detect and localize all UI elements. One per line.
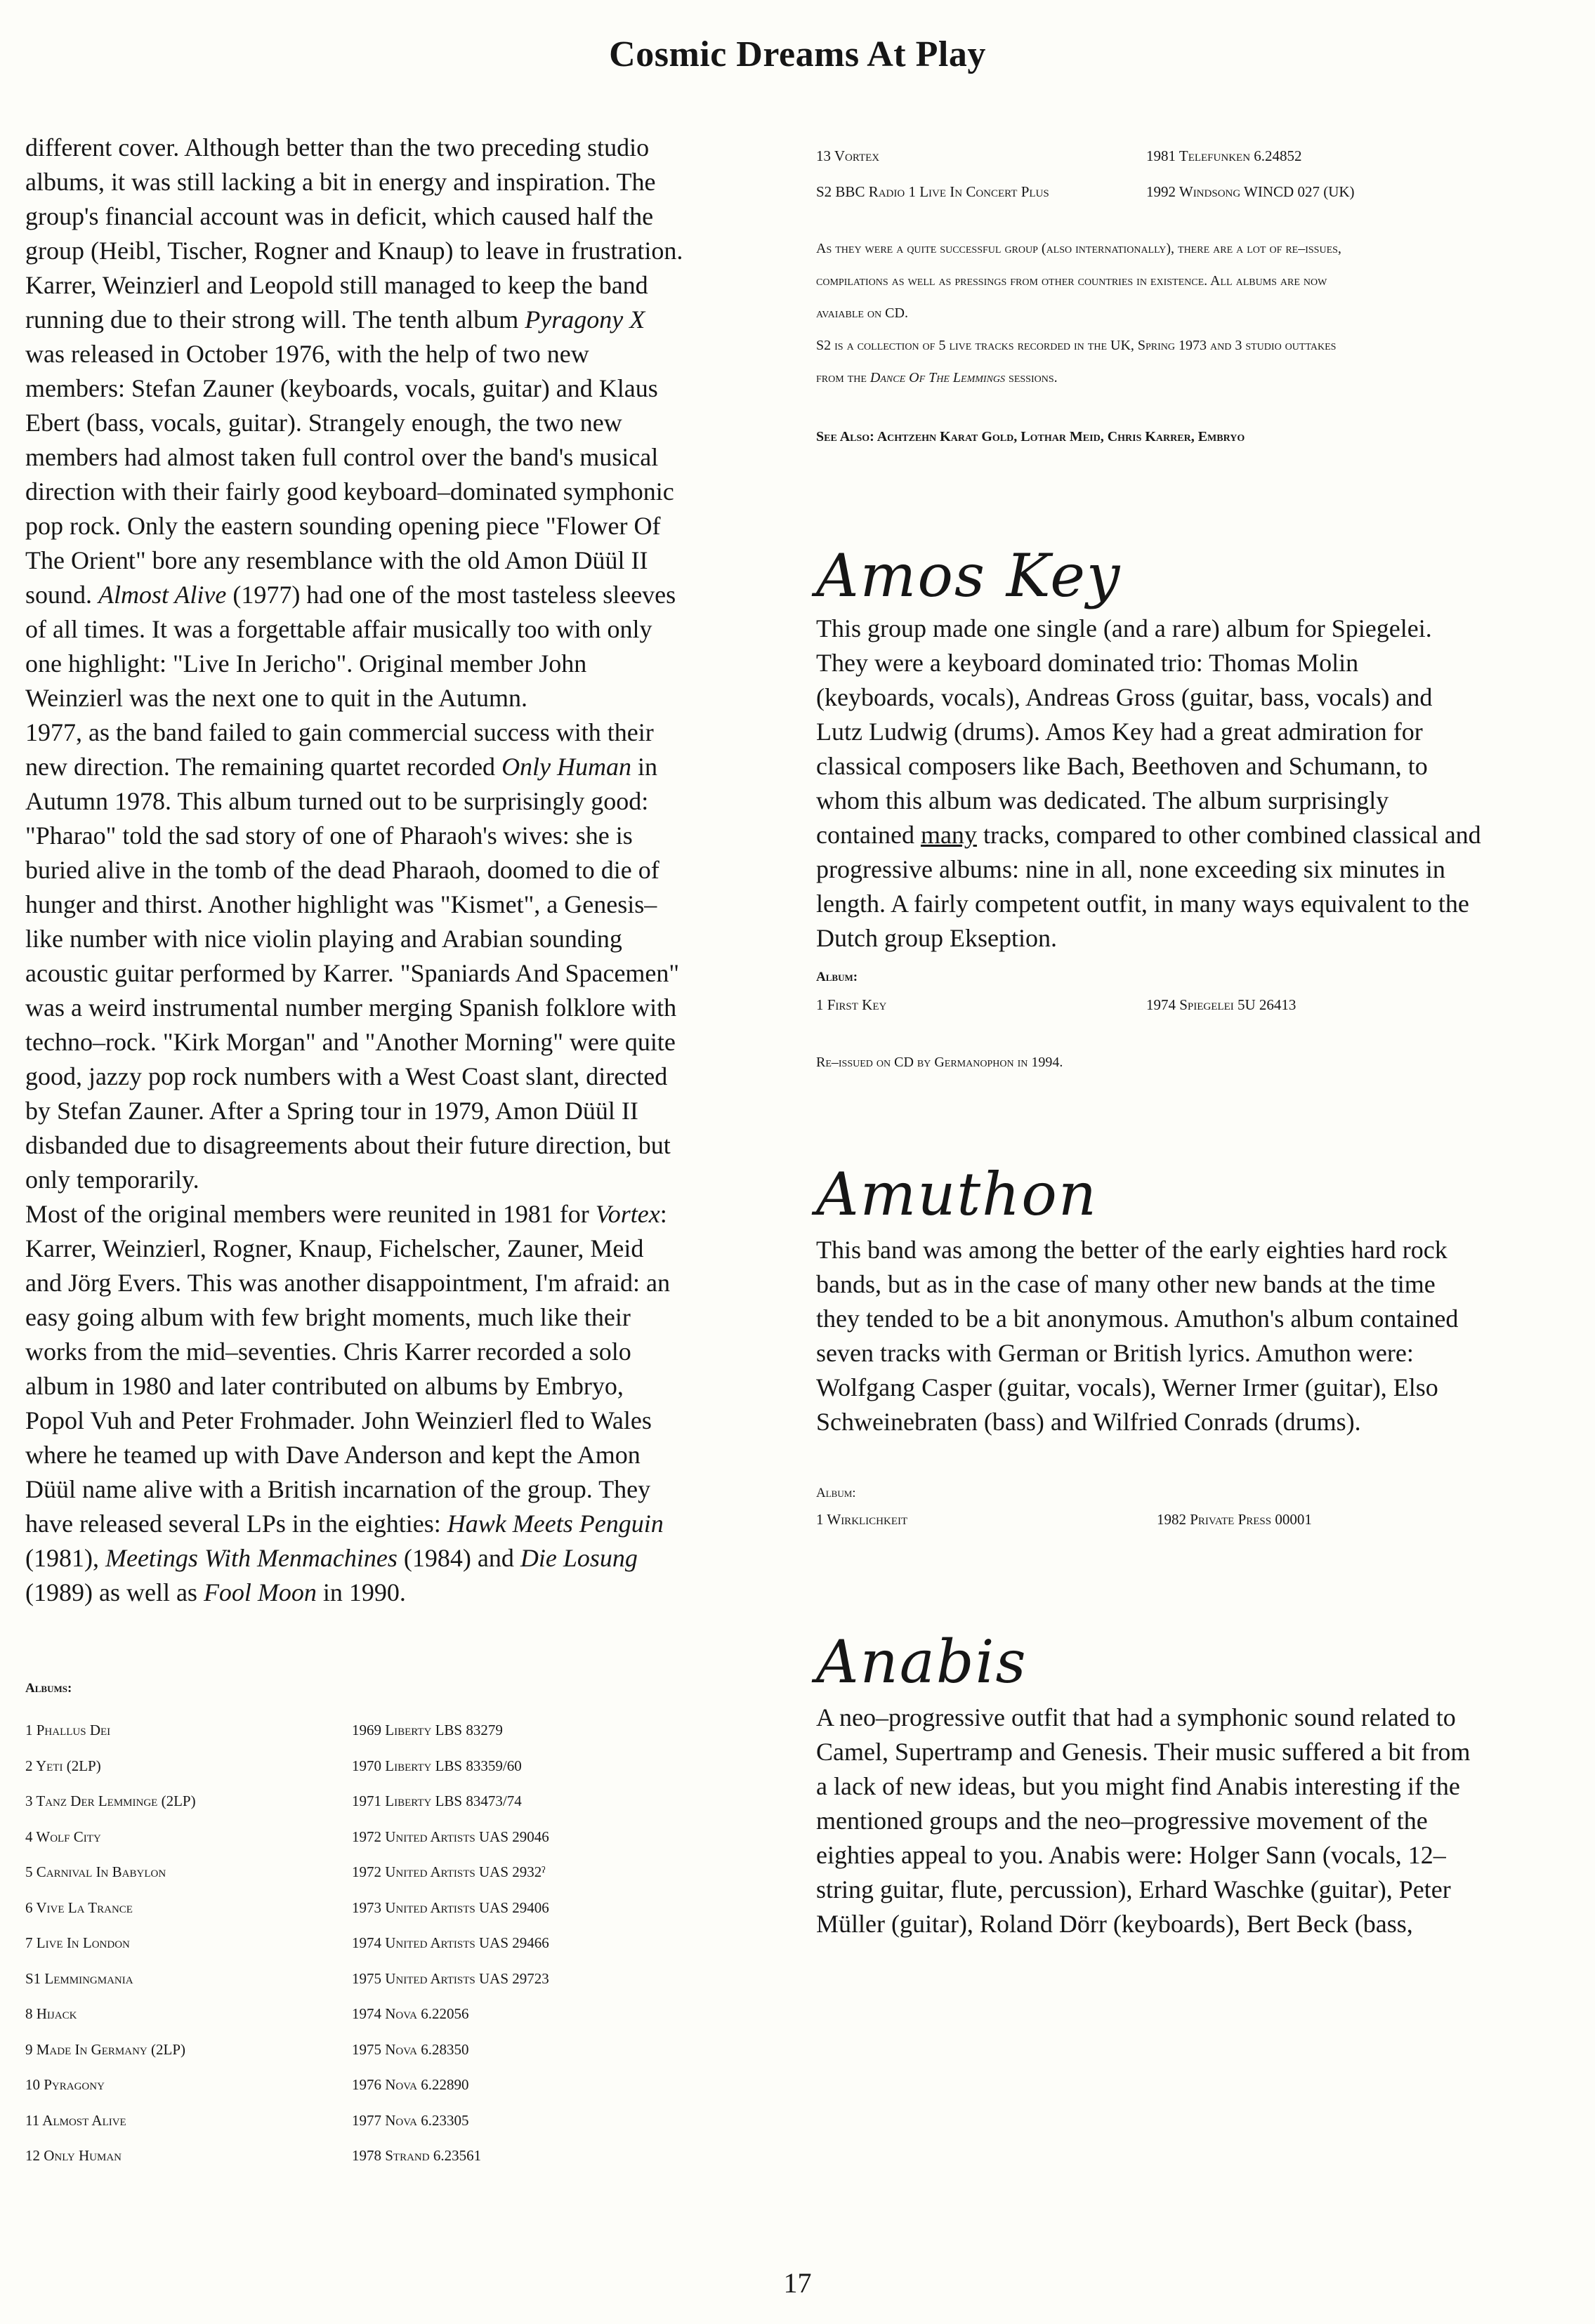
album-release-info: 1972 United Artists UAS 29046 (352, 1828, 549, 1845)
album-row (25, 1863, 549, 1899)
text-line: they tended to be a bit anonymous. Amuthon's album contained (816, 1304, 1459, 1333)
text-line: length. A fairly competent outfit, in many ways equivalent to the (816, 890, 1469, 918)
text-line: different cover. Although better than the two preceding studio (25, 133, 650, 161)
album-title: S2 BBC Radio 1 Live In Concert Plus (816, 183, 1049, 200)
anabis-text (816, 1701, 1569, 1941)
text-line: one highlight: "Live In Jericho". Original member John (25, 649, 587, 678)
text-line: direction with their fairly good keyboard–dominated symphonic (25, 477, 674, 506)
text-line: sound. Almost Alive (1977) had one of the most tasteless sleeves (25, 581, 676, 609)
album-title-ref: Meetings With Menmachines (105, 1544, 398, 1572)
album-row (816, 183, 1355, 219)
albums-table-continued (816, 147, 1355, 218)
text-line: techno–rock. "Kirk Morgan" and "Another Morning" were quite (25, 1028, 676, 1056)
album-row (25, 2041, 549, 2077)
text-line: Camel, Supertramp and Genesis. Their music suffered a bit from (816, 1738, 1471, 1766)
albums-header: Albums: (25, 1681, 72, 1696)
album-release-info: 1977 Nova 6.23305 (352, 2111, 469, 2129)
album-row: 1 First Key 1974 Spiegelei 5U 26413 (816, 996, 1297, 1013)
text-line: (1989) as well as Fool Moon in 1990. (25, 1578, 406, 1606)
text-line: works from the mid–seventies. Chris Karrer recorded a solo (25, 1338, 631, 1366)
text-line: 1977, as the band failed to gain commercial success with their (25, 718, 654, 746)
text-line: Müller (guitar), Roland Dörr (keyboards), Bert Beck (bass, (816, 1910, 1413, 1938)
text-line: like number with nice violin playing and Arabian sounding (25, 925, 622, 953)
text-line: group's financial account was in deficit, which caused half the (25, 202, 654, 230)
note-line: compilations as well as pressings from other countries in existence. All albums are now (816, 273, 1327, 289)
album-row (25, 2147, 549, 2183)
text-line: only temporarily. (25, 1166, 199, 1194)
text-line: running due to their strong will. The tenth album Pyragony X (25, 305, 645, 334)
text-line: by Stefan Zauner. After a Spring tour in 1979, Amon Düül II (25, 1097, 638, 1125)
album-row (25, 1757, 549, 1793)
text-line: hunger and thirst. Another highlight was "Kismet", a Genesis– (25, 890, 657, 918)
right-column (816, 147, 1569, 1941)
text-line: contained many tracks, compared to other combined classical and (816, 821, 1481, 849)
album-title: 9 Made In Germany (2LP) (25, 2040, 185, 2058)
album-title: 3 Tanz Der Lemminge (2LP) (25, 1792, 196, 1809)
text-line: Wolfgang Casper (guitar, vocals), Werner Irmer (guitar), Elso (816, 1373, 1438, 1401)
note-line: from the Dance Of The Lemmings sessions. (816, 370, 1058, 385)
album-row (25, 1722, 549, 1757)
text-line: was a weird instrumental number merging Spanish folklore with (25, 993, 677, 1022)
album-release-info: 1978 Strand 6.23561 (352, 2147, 482, 2164)
see-also: See Also: Achtzehn Karat Gold, Lothar Meid, Chris Karrer, Embryo (816, 429, 1245, 444)
album-release-info: 1972 United Artists UAS 2932ˀ (352, 1863, 546, 1880)
text-line: Lutz Ludwig (drums). Amos Key had a great admiration for (816, 718, 1423, 746)
album-row (25, 2112, 549, 2148)
album-title-ref: Almost Alive (98, 581, 227, 609)
album-title-ref: Vortex (595, 1200, 660, 1228)
album-title: S1 Lemmingmania (25, 1969, 133, 1987)
note-line: S2 is a collection of 5 live tracks recorded in the UK, Spring 1973 and 3 studio outtakes (816, 338, 1337, 353)
text-line: easy going album with few bright moments, much like their (25, 1303, 631, 1331)
amos-key-entry (816, 541, 1569, 1078)
text-line: classical composers like Bach, Beethoven and Schumann, to (816, 752, 1428, 780)
note-line: As they were a quite successful group (also internationally), there are a lot of re–issues, (816, 241, 1341, 256)
anabis-entry (816, 1630, 1569, 1941)
text-line: was released in October 1976, with the help of two new (25, 340, 589, 368)
text-line: "Pharao" told the sad story of one of Pharaoh's wives: she is (25, 821, 633, 850)
text-line: Autumn 1978. This album turned out to be surprisingly good: (25, 787, 649, 815)
text-line: where he teamed up with Dave Anderson and kept the Amon (25, 1441, 641, 1469)
album-release-info: 1974 Nova 6.22056 (352, 2005, 469, 2022)
text-line: A neo–progressive outfit that had a symphonic sound related to (816, 1703, 1456, 1731)
text-line: seven tracks with German or British lyrics. Amuthon were: (816, 1338, 1414, 1367)
text-line: whom this album was dedicated. The album surprisingly (816, 786, 1389, 814)
text-line: good, jazzy pop rock numbers with a West Coast slant, directed (25, 1062, 668, 1090)
left-column (25, 131, 784, 1610)
album-row (25, 1828, 549, 1864)
amuthon-entry (816, 1159, 1569, 1547)
text-line: This band was among the better of the early eighties hard rock (816, 1235, 1448, 1264)
reissue-note: Re–issued on CD by Germanophon in 1994. (816, 1054, 1063, 1070)
band-name-amos-key: Amos Key (816, 541, 1122, 610)
amuthon-text (816, 1233, 1569, 1439)
text-line: Weinzierl was the next one to quit in the Autumn. (25, 684, 527, 712)
album-title: 2 Yeti (2LP) (25, 1757, 101, 1774)
album-release-info: 1969 Liberty LBS 83279 (352, 1722, 503, 1738)
text-line: bands, but as in the case of many other new bands at the time (816, 1269, 1436, 1298)
album-row (25, 1792, 549, 1828)
text-line: members: Stefan Zauner (keyboards, vocals, guitar) and Klaus (25, 374, 658, 402)
album-release-info: 1992 Windsong WINCD 027 (UK) (1146, 183, 1355, 200)
text-line: pop rock. Only the eastern sounding opening piece "Flower Of (25, 512, 661, 540)
album-title: 11 Almost Alive (25, 2111, 126, 2129)
page-number: 17 (783, 2267, 812, 2299)
band-name-amuthon: Amuthon (816, 1159, 1098, 1229)
album-title-ref: Pyragony X (525, 305, 645, 334)
text-line: have released several LPs in the eighties: Hawk Meets Penguin (25, 1510, 664, 1538)
amon-duul-text (25, 131, 784, 1610)
text-line: progressive albums: nine in all, none exceeding six minutes in (816, 855, 1445, 883)
text-line: eighties appeal to you. Anabis were: Holger Sann (vocals, 12– (816, 1841, 1446, 1869)
amon-duul-notes (816, 232, 1569, 453)
text-line: Karrer, Weinzierl and Leopold still managed to keep the band (25, 271, 648, 299)
album-row (25, 1899, 549, 1935)
text-line: Dutch group Ekseption. (816, 924, 1057, 952)
album-title: 10 Pyragony (25, 2076, 105, 2093)
album-title: 1 Phallus Dei (25, 1722, 111, 1738)
album-title-ref: Fool Moon (203, 1578, 317, 1606)
album-release-info: 1970 Liberty LBS 83359/60 (352, 1757, 522, 1774)
text-line: mentioned groups and the neo–progressive movement of the (816, 1807, 1428, 1835)
text-line: Ebert (bass, vocals, guitar). Strangely enough, the two new (25, 409, 622, 437)
album-release-info: 1971 Liberty LBS 83473/74 (352, 1792, 522, 1809)
amos-key-text (816, 612, 1569, 956)
album-row (25, 1970, 549, 2006)
album-title: 6 Vive La Trance (25, 1899, 133, 1916)
album-row (25, 2005, 549, 2041)
text-line: albums, it was still lacking a bit in energy and inspiration. The (25, 168, 656, 196)
text-line: group (Heibl, Tischer, Rogner and Knaup) to leave in frustration. (25, 237, 683, 265)
text-line: members had almost taken full control over the band's musical (25, 443, 659, 471)
text-line: buried alive in the tomb of the dead Pharaoh, doomed to die of (25, 856, 659, 884)
album-release-info: 1976 Nova 6.22890 (352, 2076, 469, 2093)
album-title: 5 Carnival In Babylon (25, 1863, 166, 1880)
album-release-info: 1975 Nova 6.28350 (352, 2040, 469, 2058)
album-release-info: 1974 United Artists UAS 29466 (352, 1934, 549, 1951)
album-title-ref: Hawk Meets Penguin (447, 1510, 664, 1538)
album-title-ref: Only Human (501, 753, 632, 781)
text-line: new direction. The remaining quartet recorded Only Human in (25, 753, 658, 781)
album-row: 1 Wirklichkeit 1982 Private Press 00001 (816, 1510, 1312, 1528)
text-line: Schweinebraten (bass) and Wilfried Conrads (drums). (816, 1407, 1361, 1436)
album-title: 12 Only Human (25, 2147, 122, 2164)
album-row (25, 2076, 549, 2112)
text-line: album in 1980 and later contributed on albums by Embryo, (25, 1372, 624, 1400)
album-title: 7 Live In London (25, 1934, 130, 1951)
band-name-anabis: Anabis (816, 1628, 1028, 1696)
text-line: The Orient" bore any resemblance with the old Amon Düül II (25, 546, 648, 574)
album-title: 4 Wolf City (25, 1828, 101, 1845)
album-row (816, 147, 1355, 183)
text-line: and Jörg Evers. This was another disappointment, I'm afraid: an (25, 1269, 670, 1297)
album-title: 13 Vortex (816, 147, 880, 164)
album-header: Album: (816, 970, 858, 984)
album-title-ref: Die Losung (520, 1544, 638, 1572)
album-row (25, 1934, 549, 1970)
albums-table (25, 1722, 549, 2183)
text-line: They were a keyboard dominated trio: Thomas Molin (816, 649, 1359, 677)
album-release-info: 1973 United Artists UAS 29406 (352, 1899, 549, 1916)
text-line: (keyboards, vocals), Andreas Gross (guitar, bass, vocals) and (816, 683, 1433, 711)
text-line: This group made one single (and a rare) album for Spiegelei. (816, 614, 1432, 642)
page-title: Cosmic Dreams At Play (609, 34, 986, 74)
text-line: Popol Vuh and Peter Frohmader. John Weinzierl fled to Wales (25, 1406, 652, 1434)
album-release-info: 1975 United Artists UAS 29723 (352, 1969, 549, 1987)
text-line: a lack of new ideas, but you might find Anabis interesting if the (816, 1772, 1460, 1800)
album-release-info: 1981 Telefunken 6.24852 (1146, 147, 1302, 164)
text-line: (1981), Meetings With Menmachines (1984) and Die Losung (25, 1544, 638, 1572)
note-line: avaiable on CD. (816, 305, 908, 321)
text-line: Most of the original members were reunited in 1981 for Vortex: (25, 1200, 667, 1228)
text-line: disbanded due to disagreements about their future direction, but (25, 1131, 671, 1159)
album-header: Album: (816, 1485, 856, 1500)
text-line: Düül name alive with a British incarnation of the group. They (25, 1475, 651, 1503)
text-line: Karrer, Weinzierl, Rogner, Knaup, Fichelscher, Zauner, Meid (25, 1234, 644, 1262)
album-title: 8 Hijack (25, 2005, 77, 2022)
text-line: acoustic guitar performed by Karrer. "Spaniards And Spacemen" (25, 959, 680, 987)
text-line: string guitar, flute, percussion), Erhard Waschke (guitar), Peter (816, 1875, 1451, 1903)
text-line: of all times. It was a forgettable affair musically too with only (25, 615, 652, 643)
amon-duul-discography (25, 1681, 728, 2183)
